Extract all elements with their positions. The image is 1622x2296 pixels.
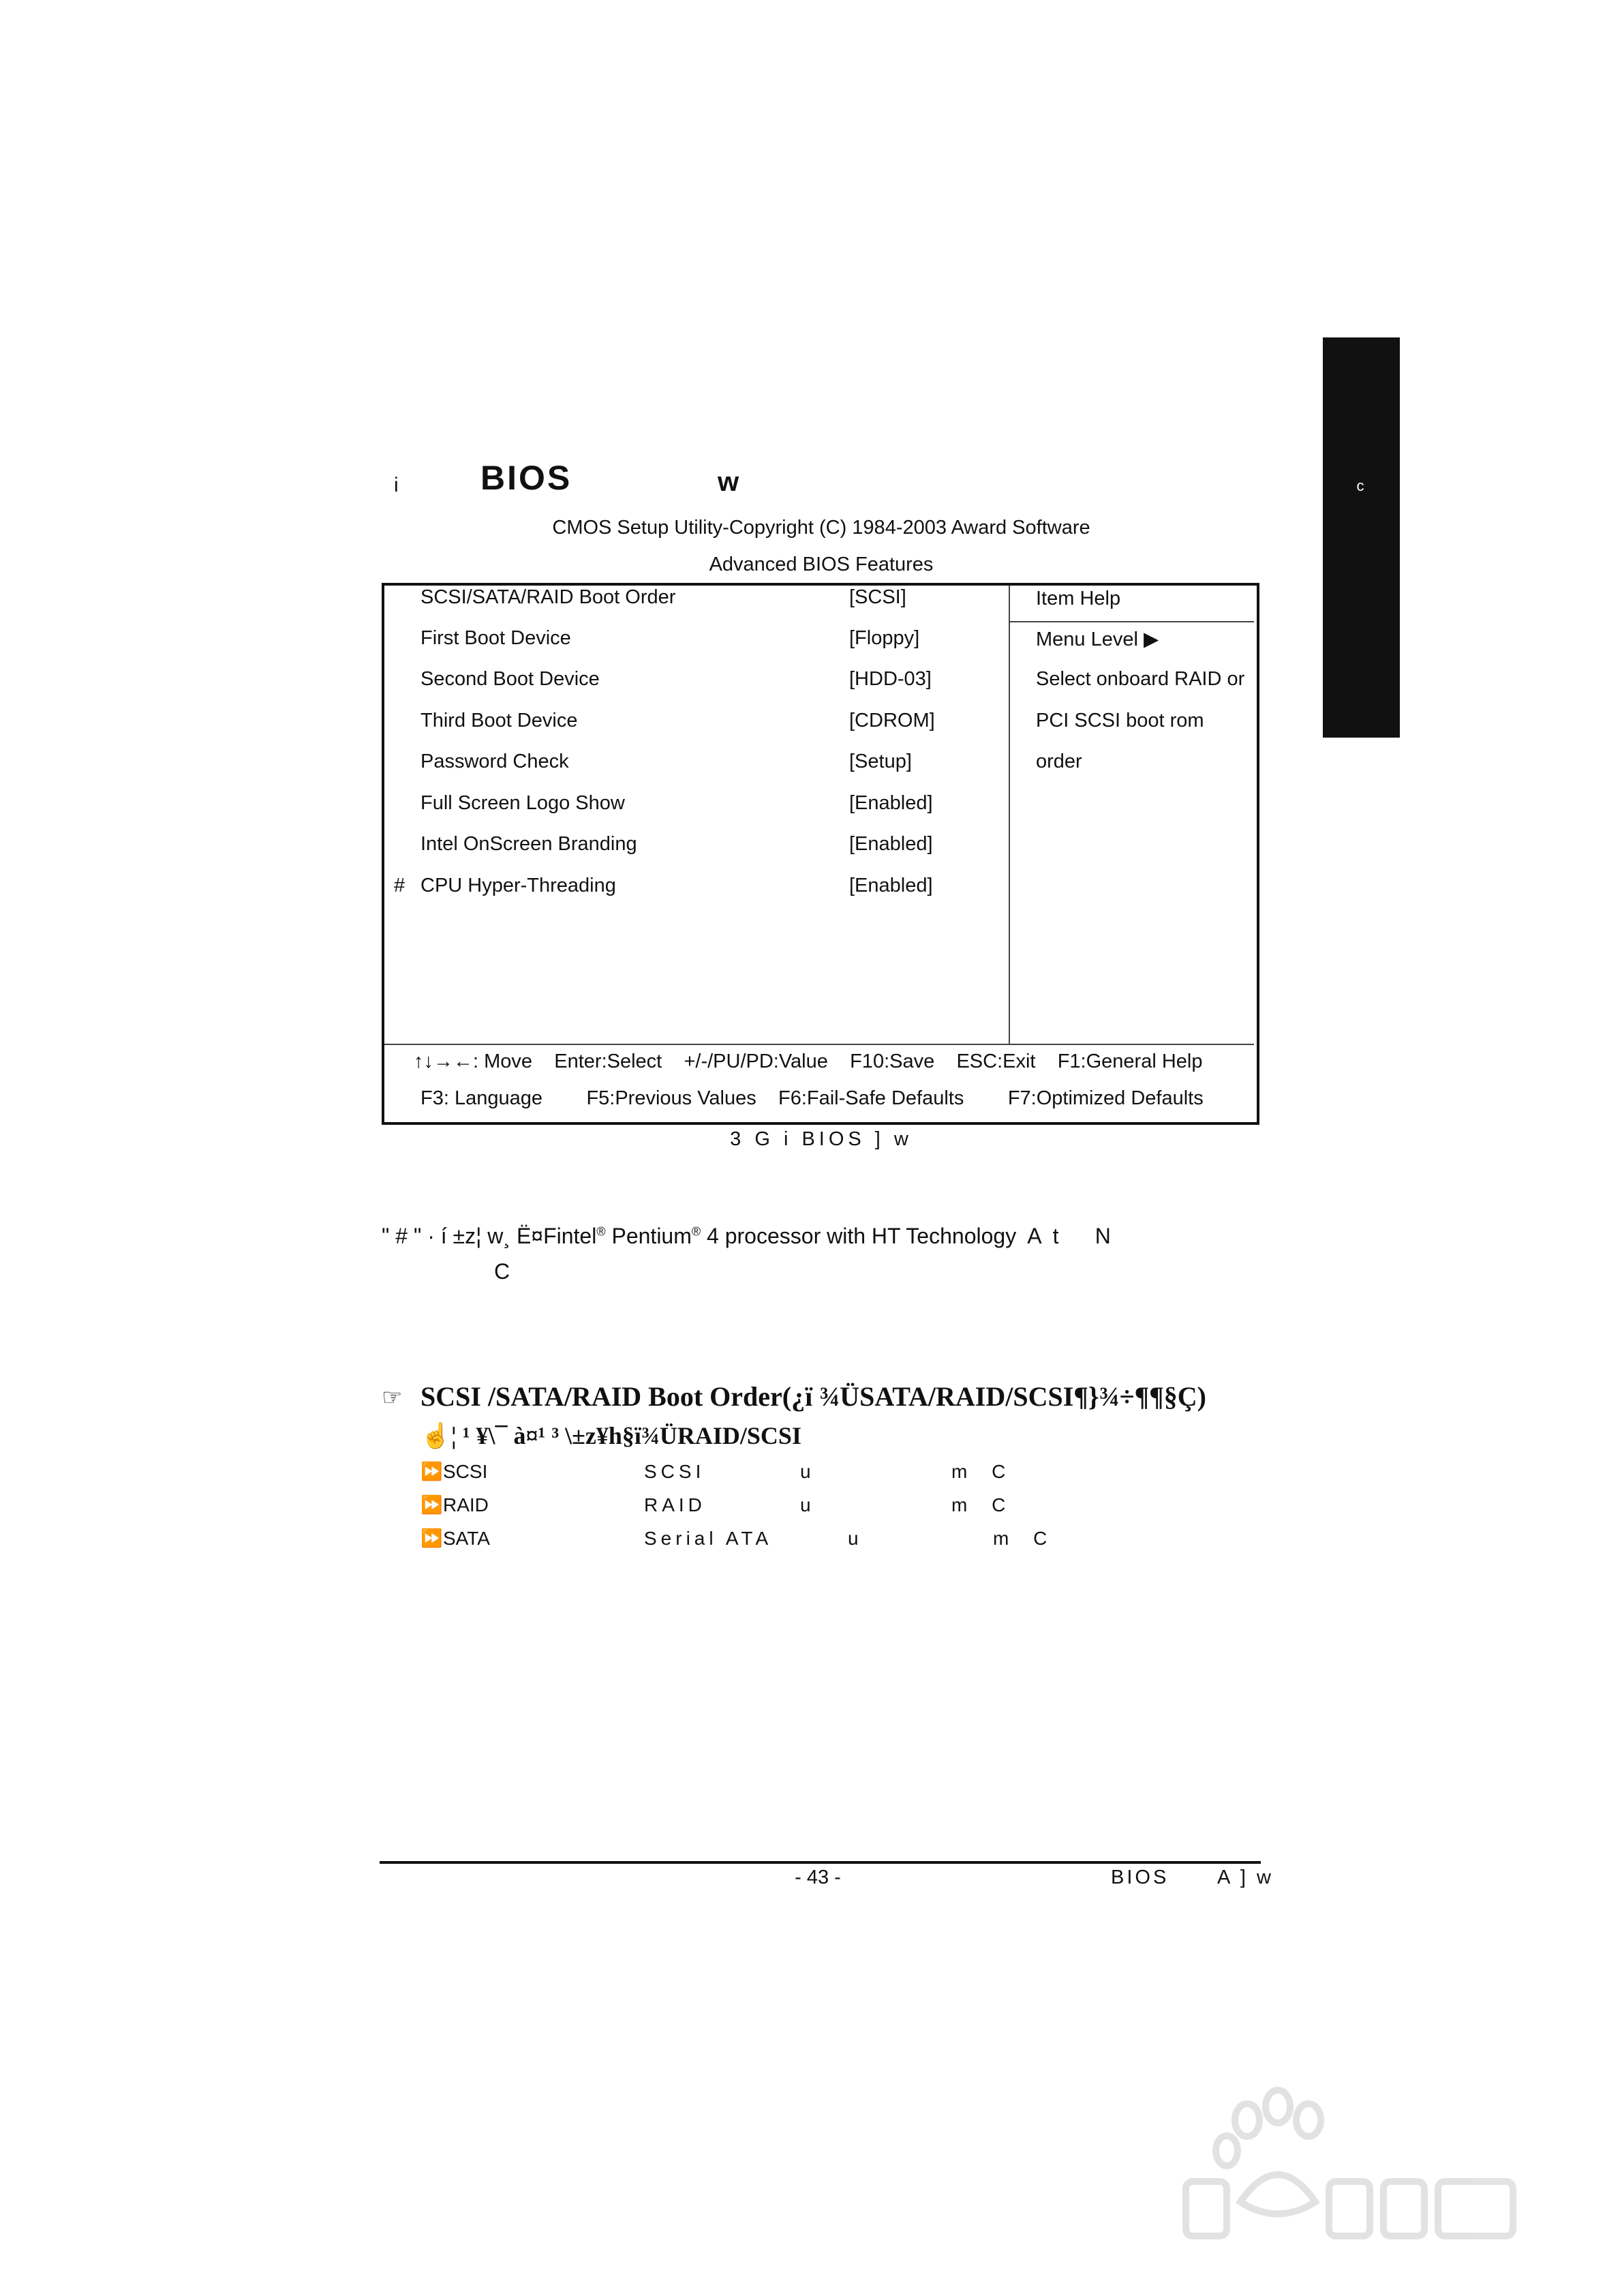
header-prefix: i <box>394 474 399 496</box>
header-suffix: w <box>718 467 739 497</box>
row-label-second-boot-device[interactable]: Second Boot Device <box>420 668 600 690</box>
row-label-password-check[interactable]: Password Check <box>420 751 569 772</box>
fast-forward-icon: ⏩ <box>420 1528 443 1548</box>
hyper-threading-note-line-2: C <box>494 1259 510 1284</box>
footer-rule <box>380 1861 1261 1864</box>
registered-mark: ® <box>596 1224 606 1239</box>
fast-forward-icon: ⏩ <box>420 1461 443 1481</box>
figure-caption: 3 G i BIOS ] w <box>730 1128 913 1150</box>
menu-level: Menu Level ▶ <box>1036 629 1159 650</box>
row-label-third-boot-device[interactable]: Third Boot Device <box>420 710 578 731</box>
key-legend-line-1: ↑↓→←: Move Enter:Select +/-/PU/PD:Value F10:Save ESC:Exit F1:General Help <box>414 1051 1203 1072</box>
page-title: BIOS <box>480 459 572 497</box>
baidu-watermark-logo <box>1159 2079 1540 2270</box>
row-label-first-boot-device[interactable]: First Boot Device <box>420 627 571 649</box>
hyper-threading-note <box>382 1224 1111 1249</box>
registered-mark: ® <box>691 1224 701 1239</box>
option-name-scsi: SCSI <box>443 1461 488 1482</box>
row-mark-locked: # <box>394 875 406 896</box>
section-subtitle: ☝¦ ¹ ¥\¯ à¤¹ ³ \±z¥h§ï¾ÜRAID/SCSI <box>420 1422 801 1449</box>
fast-forward-icon: ⏩ <box>420 1494 443 1515</box>
help-text-line: order <box>1036 751 1082 772</box>
option-desc-u: u <box>800 1461 811 1482</box>
help-divider <box>1009 586 1010 1044</box>
row-value-third-boot-device[interactable]: [CDROM] <box>849 710 935 731</box>
bios-screen-title: Advanced BIOS Features <box>709 554 934 575</box>
pointing-hand-icon: ☞ <box>382 1385 403 1410</box>
help-text-line: PCI SCSI boot rom <box>1036 710 1204 731</box>
option-desc-mc: m C <box>951 1494 1015 1515</box>
row-value-password-check[interactable]: [Setup] <box>849 751 912 772</box>
option-name-sata: SATA <box>443 1528 490 1549</box>
option-name-raid: RAID <box>443 1494 489 1515</box>
help-title-separator <box>1010 621 1254 622</box>
option-desc-scsi: SCSI <box>644 1461 705 1482</box>
row-value-scsi-sata-raid-boot-order[interactable]: [SCSI] <box>849 586 906 608</box>
row-label-full-screen-logo-show[interactable]: Full Screen Logo Show <box>420 792 625 814</box>
footer-chapter-label: BIOS A ] w <box>1111 1867 1274 1888</box>
footer-separator <box>384 1044 1254 1045</box>
option-desc-u: u <box>800 1494 811 1515</box>
option-desc-mc: m C <box>951 1461 1015 1482</box>
row-value-full-screen-logo-show[interactable]: [Enabled] <box>849 792 933 814</box>
row-value-first-boot-device[interactable]: [Floppy] <box>849 627 920 649</box>
cmos-copyright: CMOS Setup Utility-Copyright (C) 1984-2003 Award Software <box>552 517 1090 539</box>
row-value-intel-onscreen-branding[interactable]: [Enabled] <box>849 833 933 855</box>
option-desc-raid: RAID <box>644 1494 706 1515</box>
option-desc-sata: Serial ATA <box>644 1528 773 1549</box>
note-pentium: Pentium <box>605 1224 692 1248</box>
option-desc-u: u <box>848 1528 859 1549</box>
help-text-line: Select onboard RAID or <box>1036 668 1245 690</box>
note-lead: " # " · í ±z¦ w¸ Ë¤Fi <box>382 1224 562 1248</box>
item-help-title: Item Help <box>1036 588 1121 609</box>
chapter-tab <box>1323 337 1400 738</box>
key-legend-line-2: F3: Language F5:Previous Values F6:Fail-Safe Defaults F7:Optimized Defaults <box>420 1087 1204 1109</box>
page-number: - 43 - <box>795 1867 841 1888</box>
section-title: SCSI /SATA/RAID Boot Order(¿ï ¾ÜSATA/RAID/SCSI¶}¾÷¶¶§Ç) <box>420 1381 1206 1412</box>
row-label-scsi-sata-raid-boot-order[interactable]: SCSI/SATA/RAID Boot Order <box>420 586 676 608</box>
row-value-cpu-hyper-threading[interactable]: [Enabled] <box>849 875 933 896</box>
row-label-intel-onscreen-branding[interactable]: Intel OnScreen Branding <box>420 833 637 855</box>
row-label-cpu-hyper-threading[interactable]: CPU Hyper-Threading <box>420 875 616 896</box>
note-rest: 4 processor with HT Technology A t N <box>701 1224 1111 1248</box>
chapter-tab-letter: c <box>1356 477 1364 494</box>
row-value-second-boot-device[interactable]: [HDD-03] <box>849 668 932 690</box>
option-desc-mc: m C <box>993 1528 1057 1549</box>
note-intel: ntel <box>561 1224 597 1248</box>
